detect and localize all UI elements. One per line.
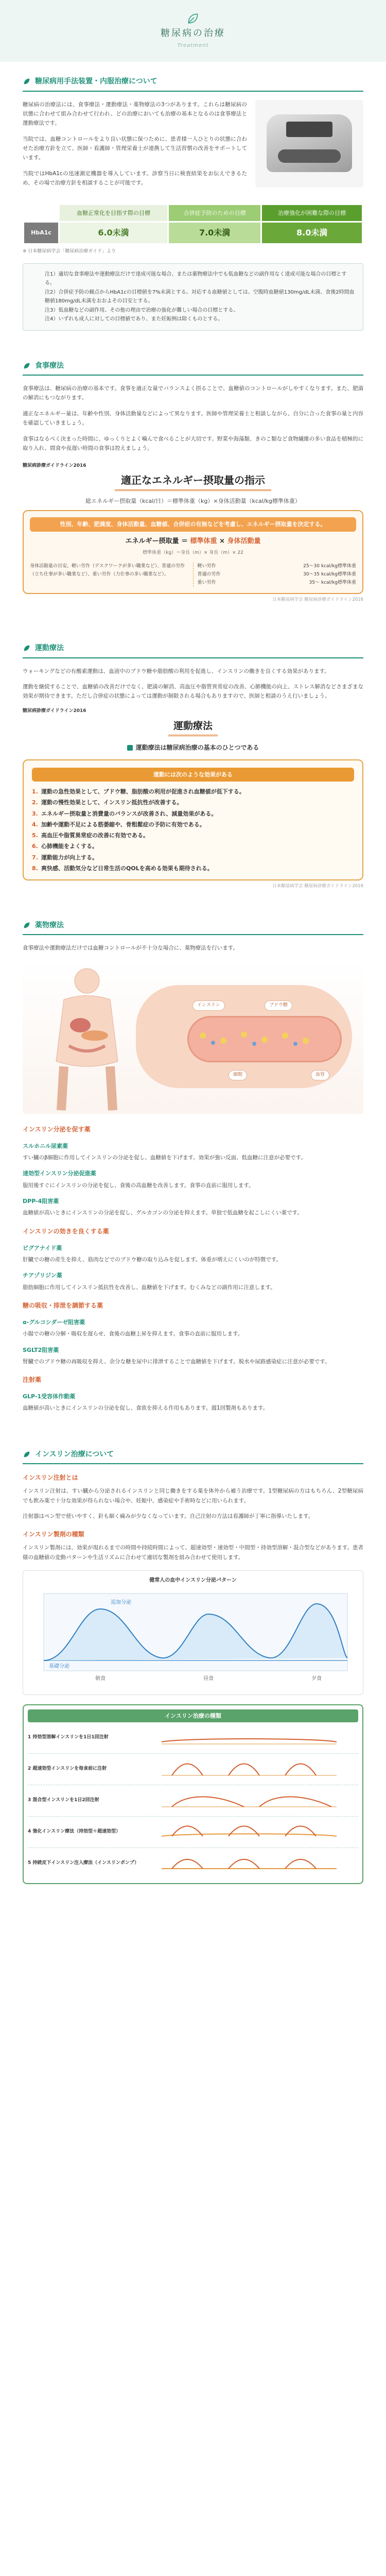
body-illustration [23,959,363,1114]
list-item: 1. 運動の急性効果として、ブドウ糖、脂肪酸の利用が促進され血糖値が低下する。 [32,788,245,795]
pattern-curve [162,1821,337,1843]
pattern-curve [162,1789,337,1812]
pattern-row: 3 混合型インスリンを1日2回注射 [28,1785,358,1817]
graph-label: 朝食 [95,1675,106,1682]
paragraph: 食事はなるべく決まった時間に、ゆっくりとよく噛んで食べることが大切です。野菜や海藻類、きのこ類など食物繊維の多い食品を積極的に取り入れ、間食や夜遅い時間の食事は控えましょう。 [23,435,363,451]
device-row [23,100,363,194]
section-exercise [0,629,386,906]
activity-note: 身体活動量の目安。軽い労作（デスクワークが多い職業など）、普通の労作（立ち仕事が多い職業など）、重い労作（力仕事の多い職業など）。 [30,564,185,577]
paragraph: 当院では、血糖コントロールをより良い状態に保つために、患者様一人ひとりの状態に合わせた治療方針を立て、医師・看護師・管理栄養士が連携して生活習慣の改善をサポートしています。 [23,135,247,161]
section-treatment [0,62,386,346]
paragraph: 注射器はペン型で使いやすく、針も細く痛みが少なくなっています。自己注射の方法は看護師が丁寧に指導いたします。 [23,1513,314,1519]
drug-block: インスリン分泌を促す薬 スルホニル尿素薬 すい臓のβ細胞に作用してインスリンの分泌を促し、血糖値を下げます。効果が強い反面、低血糖に注意が必要です。 [23,1125,306,1161]
paragraph: 当院ではHbA1cの迅速測定機器を導入しています。診察当日に検査結果をお伝えできるため、その場で治療方針を相談することが可能です。 [23,170,247,187]
table-note: ※ 日本糖尿病学会「糖尿病治療ガイド」より [23,248,116,254]
table-cell: 8.0未満 [262,223,362,243]
table-header: 血糖正常化を目指す際の目標 [60,205,167,221]
exercise-effects-box [23,759,363,880]
drug-block: 糖の吸収・排泄を調節する薬 α-グルコシダーゼ阻害薬 小腸での糖の分解・吸収を遅らせ、食後の血糖上昇を抑えます。食事の直前に服用します。 [23,1301,243,1337]
box-title: 運動には次のような効果がある [32,768,354,782]
list-item: 4. 加齢や運動不足による筋萎縮や、骨粗鬆症の予防に有効である。 [32,821,205,828]
pattern-row: 5 持続皮下インスリン注入療法（インスリンポンプ） [28,1848,358,1879]
leaf-icon [23,1450,31,1459]
subheading: インスリン製剤の種類 [23,1531,84,1538]
formula-box [23,510,363,594]
list-item: 3. エネルギー摂取量と消費量のバランスが改善され、減量効果がある。 [32,810,217,817]
note-item: 注3）低血糖などの副作用、その他の理由で治療の強化が難しい場合の目標とする。 [45,307,239,313]
leaf-icon [23,921,31,929]
list-item: 5. 高血圧や脂質異常症の改善に有効である。 [32,832,149,839]
activity-table [30,563,356,587]
figure-label: 細胞 [229,1070,247,1080]
human-body-illustration [33,963,141,1113]
section-heading: 糖尿病用手法装置・内服治療について [23,75,363,92]
leaf-icon [23,644,31,652]
paragraph: 糖尿病の治療法には、食事療法・運動療法・薬物療法の3つがあります。これらは糖尿病の状態に合わせて組み合わせて行われ、どの治療においても治療の基本となるのは食事療法と運動療法です。 [23,101,247,127]
pattern-curve [162,1852,337,1875]
figure-title: 適正なエネルギー摂取量の指示 [115,471,271,491]
list-item: 2. 運動の慢性効果として、インスリン抵抗性が改善する。 [32,799,183,806]
figure-lead: 運動療法は糖尿病治療の基本のひとつである [23,742,363,753]
section-drug [0,906,386,1435]
paragraph: 食事療法や運動療法だけでは血糖コントロールが不十分な場合に、薬物療法を行います。 [23,945,238,952]
table-header: 治療強化が困難な際の目標 [262,205,362,221]
section-heading: 食事療法 [23,360,363,376]
activity-row: 普通の労作 30〜35 kcal/kg標準体重 [197,571,356,577]
subheading: インスリン注射とは [23,1474,78,1482]
graph-title: 健常人の血中インスリン分泌パターン [149,1578,237,1584]
section-heading: 薬物療法 [23,919,363,936]
pattern-row: 2 超速効型インスリンを毎食前に注射 [28,1754,358,1785]
activity-row: 重い労作 35〜 kcal/kg標準体重 [197,580,356,585]
section-insulin [0,1435,386,1900]
graph-label: 追加分泌 [111,1599,131,1605]
figure-label: 血管 [311,1070,329,1080]
formula-bar: 性別、年齢、肥満度、身体活動量、血糖値、合併症の有無などを考慮し、エネルギー摂取量を決定する。 [30,517,356,531]
table-row-label: HbA1c [24,223,58,243]
graph-label: 昼食 [203,1675,214,1682]
list-item: 8. 爽快感、活動気分など日常生活のQOLを高める効果も期待される。 [32,865,213,872]
figure-label: ブドウ糖 [265,1001,292,1011]
notes-box [23,263,363,331]
source-note: 日本糖尿病学会 糖尿病診療ガイドライン2016 [272,597,363,603]
note-item: 注1）適切な食事療法や運動療法だけで達成可能な場合、または薬物療法中でも低血糖などの副作用なく達成可能な場合の目標とする。 [45,271,347,286]
drug-block: 注射薬 GLP-1受容体作動薬 血糖値が高いときにインスリンの分泌を促し、食欲を抑える作用もあります。週1回製剤もあります。 [23,1376,269,1412]
paragraph: 運動を継続することで、血糖値の改善だけでなく、肥満の解消、高血圧や脂質異常症の改善、心肺機能の向上、ストレス解消などさまざまな効果が期待できます。ただし合併症の状態によっては運動が制限される場合もありますので、医師と相談のうえ行いましょう。 [23,684,363,700]
hba1c-target-table [23,204,363,245]
drug-block: DPP-4阻害薬 血糖値が高いときにインスリンの分泌を促し、グルカゴンの分泌を抑えます。単独で低血糖を起こしにくい薬です。 [23,1198,303,1216]
source-note: 日本糖尿病学会 糖尿病診療ガイドライン2016 [272,884,363,889]
drug-block: SGLT2阻害薬 腎臓でのブドウ糖の再吸収を抑え、余分な糖を尿中に排泄することで血糖値を下げます。脱水や尿路感染症に注意が必要です。 [23,1346,330,1365]
guideline-citation: 糖尿病診療ガイドライン2016 [23,463,86,469]
graph-label: 夕食 [311,1675,322,1682]
note-item: 注2）合併症予防の観点からHbA1cの目標値を7%未満とする。対応する血糖値としては、空腹時血糖値130mg/dL未満、食後2時間血糖値180mg/dL未満をおおよその目安とする。 [45,289,355,304]
pattern-row: 4 強化インスリン療法（持効型＋超速効型） [28,1817,358,1848]
table-title: インスリン治療の種類 [28,1709,358,1722]
insulin-pattern-table [23,1704,363,1884]
section-diet [0,346,386,629]
insulin-secretion-graph [23,1570,363,1695]
pattern-curve [162,1758,337,1781]
pattern-row: 1 持効型溶解インスリンを1日1回注射 [28,1722,358,1754]
graph-label: 基礎分泌 [49,1663,69,1669]
section-heading: 運動療法 [23,642,363,658]
list-item: 6. 心肺機能をよくする。 [32,843,98,850]
formula-sub: 標準体重（kg）＝身長（m）× 身長（m）× 22 [143,550,243,556]
secretion-curve [28,1588,358,1686]
paragraph: 適正なエネルギー量は、年齢や性別、身体活動量などによって異なります。医師や管理栄養士と相談しながら、自分に合った食事の量と内容を確認していきましょう。 [23,410,363,427]
table-cell: 6.0未満 [60,223,167,243]
formula-equation: エネルギー摂取量 ＝ 標準体重 × 身体活動量 [125,537,261,545]
note-item: 注4）いずれも成人に対しての目標値であり、また妊娠例は除くものとする。 [45,316,223,322]
figure-title: 運動療法 [168,718,218,736]
page-title: 糖尿病の治療 [161,27,225,39]
page-header [0,0,386,62]
table-cell: 7.0未満 [169,223,260,243]
drug-block: 速効型インスリン分泌促進薬 服用後すぐにインスリンの分泌を促し、食後の高血糖を改善します。食事の直前に服用します。 [23,1170,254,1189]
leaf-icon [23,77,31,86]
paragraph: インスリン注射は、すい臓から分泌されるインスリンと同じ働きをする薬を体外から補う治療です。1型糖尿病の方はもちろん、2型糖尿病でも飲み薬で十分な効果が得られない場合や、妊娠中、感染症や手術時などに用いられます。 [23,1488,363,1504]
glucose-dots [192,1025,337,1051]
pattern-curve [162,1726,337,1749]
activity-row: 軽い労作 25〜30 kcal/kg標準体重 [197,564,356,569]
list-item: 7. 運動能力が向上する。 [32,854,98,861]
hba1c-analyzer-image [255,100,363,188]
paragraph: ウォーキングなどの有酸素運動は、血液中のブドウ糖や脂肪酸の利用を促進し、インスリンの働きを良くする効果があります。 [23,668,330,674]
energy-guideline-figure [23,462,363,604]
figure-lead: 総エネルギー摂取量（kcal/日）＝標準体重（kg）×身体活動量（kcal/kg標準体重） [85,498,301,504]
leaf-icon [23,362,31,370]
guideline-citation: 糖尿病診療ガイドライン2016 [23,708,86,714]
paragraph: インスリン製剤には、効果が現れるまでの時間や持続時間によって、超速効型・速効型・中間型・持効型溶解・混合型などがあります。患者様の血糖値の変動パターンや生活リズムに合わせて適切な製剤を組み合わせて使用します。 [23,1545,363,1561]
paragraph: 食事療法は、糖尿病の治療の基本です。食事を適正な量でバランスよく摂ることで、血糖値のコントロールがしやすくなります。また、肥満の解消にもつながります。 [23,385,363,401]
drug-block: インスリンの効きを良くする薬 ビグアナイド薬 肝臓での糖の産生を抑え、筋肉などでのブドウ糖の取り込みを促します。体重が増えにくいのが特徴です。 [23,1227,282,1263]
figure-label: インスリン [192,1001,225,1011]
drug-block: チアゾリジン薬 脂肪細胞に作用してインスリン抵抗性を改善し、血糖値を下げます。むくみなどの副作用に注意します。 [23,1272,276,1291]
page-subtitle: Treatment [177,43,209,48]
section-heading: インスリン治療について [23,1448,363,1465]
leaf-icon [186,12,200,25]
table-header: 合併症予防のための目標 [169,205,260,221]
